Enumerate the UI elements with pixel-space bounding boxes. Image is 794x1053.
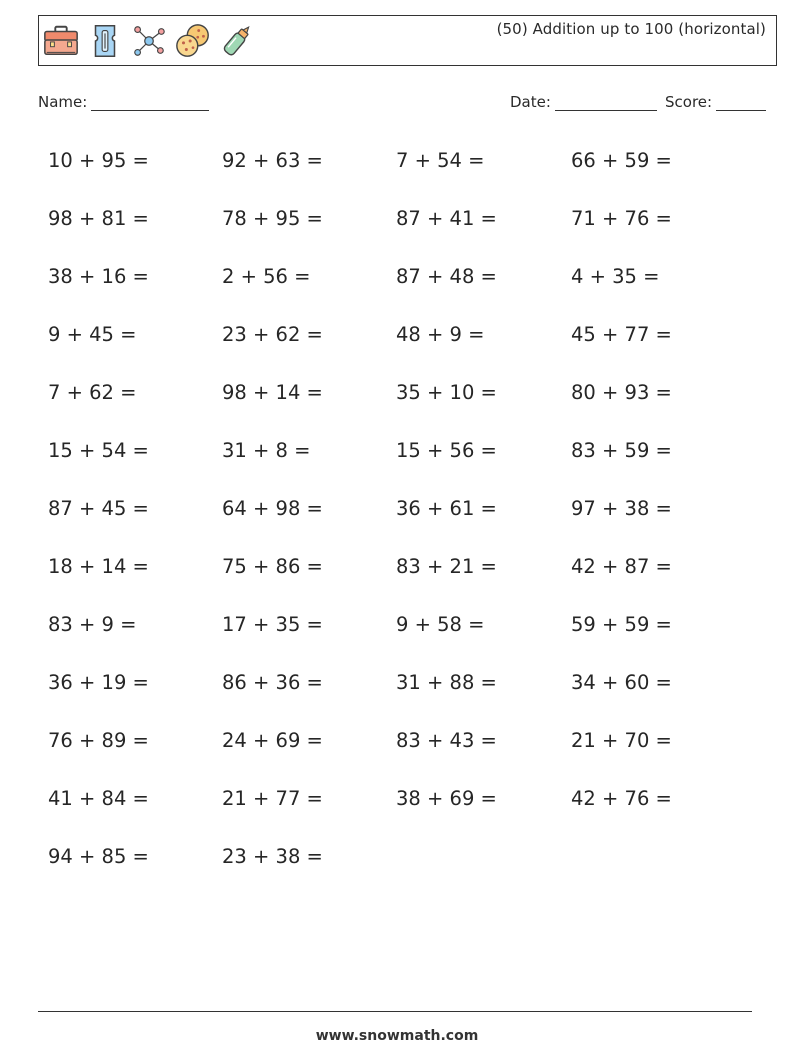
addition-problem: 7 + 54 = [396,149,485,172]
addition-problem: 83 + 9 = [48,613,137,636]
addition-problem: 31 + 88 = [396,671,497,694]
addition-problem: 98 + 14 = [222,381,323,404]
addition-problem: 35 + 10 = [396,381,497,404]
addition-problem: 64 + 98 = [222,497,323,520]
addition-problem: 94 + 85 = [48,845,149,868]
addition-problem: 23 + 38 = [222,845,323,868]
toolbox-icon [42,22,80,60]
addition-problem: 98 + 81 = [48,207,149,230]
addition-problem: 21 + 77 = [222,787,323,810]
addition-problem: 15 + 54 = [48,439,149,462]
student-info-row [38,93,772,113]
addition-problem: 42 + 76 = [571,787,672,810]
date-label: Date: [510,93,551,111]
addition-problem: 18 + 14 = [48,555,149,578]
problem-row [48,667,748,725]
problem-row [48,725,748,783]
addition-problem: 87 + 48 = [396,265,497,288]
addition-problem: 21 + 70 = [571,729,672,752]
addition-problem: 83 + 43 = [396,729,497,752]
addition-problem: 66 + 59 = [571,149,672,172]
addition-problem: 59 + 59 = [571,613,672,636]
problem-row [48,435,748,493]
addition-problem: 41 + 84 = [48,787,149,810]
problem-row [48,145,748,203]
worksheet-title: (50) Addition up to 100 (horizontal) [496,20,766,38]
addition-problem: 9 + 45 = [48,323,137,346]
addition-problem: 23 + 62 = [222,323,323,346]
addition-problem: 86 + 36 = [222,671,323,694]
name-blank[interactable] [91,96,209,111]
addition-problem: 87 + 45 = [48,497,149,520]
addition-problem: 75 + 86 = [222,555,323,578]
addition-problem: 97 + 38 = [571,497,672,520]
addition-problem: 34 + 60 = [571,671,672,694]
problem-row [48,319,748,377]
problem-row [48,493,748,551]
problem-row [48,203,748,261]
addition-problem: 17 + 35 = [222,613,323,636]
addition-problem: 42 + 87 = [571,555,672,578]
score-blank[interactable] [716,96,766,111]
addition-problem: 31 + 8 = [222,439,311,462]
problem-row [48,377,748,435]
footer-divider [38,1011,752,1012]
addition-problem: 48 + 9 = [396,323,485,346]
icon-row [42,18,256,64]
molecule-icon [130,22,168,60]
problem-grid [48,145,748,899]
addition-problem: 38 + 69 = [396,787,497,810]
addition-problem: 9 + 58 = [396,613,485,636]
cookies-icon [174,22,212,60]
name-field [38,93,209,111]
addition-problem: 76 + 89 = [48,729,149,752]
addition-problem: 45 + 77 = [571,323,672,346]
addition-problem: 92 + 63 = [222,149,323,172]
score-label: Score: [665,93,713,111]
addition-problem: 24 + 69 = [222,729,323,752]
problem-row [48,609,748,667]
problem-row [48,783,748,841]
date-blank[interactable] [555,96,657,111]
addition-problem: 83 + 21 = [396,555,497,578]
header-box [38,15,777,66]
addition-problem: 2 + 56 = [222,265,311,288]
addition-problem: 38 + 16 = [48,265,149,288]
addition-problem: 71 + 76 = [571,207,672,230]
footer-url: www.snowmath.com [315,1028,479,1044]
score-field [665,93,766,111]
pencil-sharpener-icon [86,22,124,60]
addition-problem: 78 + 95 = [222,207,323,230]
glue-bottle-icon [218,22,256,60]
problem-row [48,551,748,609]
addition-problem: 15 + 56 = [396,439,497,462]
addition-problem: 10 + 95 = [48,149,149,172]
problem-row [48,841,748,899]
addition-problem: 7 + 62 = [48,381,137,404]
addition-problem: 83 + 59 = [571,439,672,462]
addition-problem: 36 + 19 = [48,671,149,694]
addition-problem: 87 + 41 = [396,207,497,230]
date-field [510,93,657,111]
addition-problem: 4 + 35 = [571,265,660,288]
addition-problem: 36 + 61 = [396,497,497,520]
addition-problem: 80 + 93 = [571,381,672,404]
problem-row [48,261,748,319]
name-label: Name: [38,93,88,111]
